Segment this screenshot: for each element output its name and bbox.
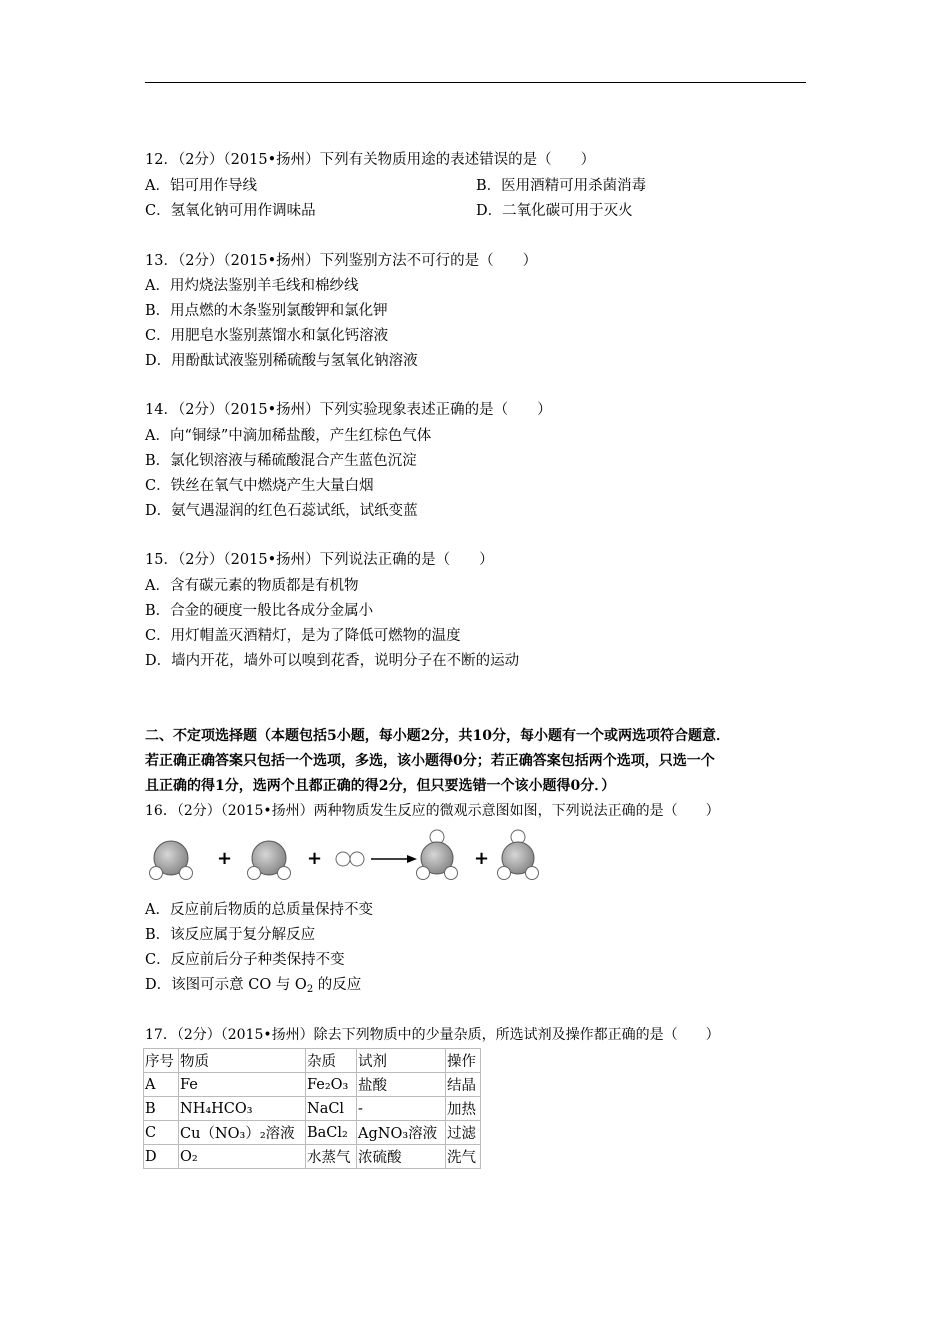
section2-line1: 二、不定项选择题（本题包括5小题，每小题2分，共10分，每小题有一个或两选项符合题意． <box>145 728 730 744</box>
table-cell: 过滤 <box>446 1121 481 1145</box>
q16-option-a: A．反应前后物质的总质量保持不变 <box>145 902 373 918</box>
q14-option-a: A．向“铜绿”中滴加稀盐酸，产生红棕色气体 <box>145 428 432 444</box>
section2-line2: 若正确正确答案只包括一个选项，多选，该小题得0分；若正确答案包括两个选项，只选一个 <box>145 753 715 769</box>
table-header-cell: 杂质 <box>306 1049 357 1073</box>
q12-option-d: D．二氧化碳可用于灭火 <box>476 203 633 219</box>
section2-line3: 且正确的得1分，选两个且都正确的得2分，但只要选错一个该小题得0分．） <box>145 778 616 794</box>
q16-option-d-text: D．该图可示意 CO 与 O <box>145 977 307 993</box>
molecule-1 <box>150 841 193 880</box>
molecule-2 <box>248 841 291 880</box>
table-header-cell: 序号 <box>144 1049 179 1073</box>
q16-option-d-tail: 的反应 <box>313 977 362 993</box>
q16-stem: 16．（2分）（2015•扬州）两种物质发生反应的微观示意图如图，下列说法正确的是（ ） <box>145 803 720 819</box>
q15-option-a: A．含有碳元素的物质都是有机物 <box>145 578 359 594</box>
table-cell: 结晶 <box>446 1073 481 1097</box>
table-cell: 浓硫酸 <box>357 1145 446 1169</box>
table-row <box>144 1121 481 1145</box>
table-row <box>144 1145 481 1169</box>
reaction-arrow-icon <box>371 855 417 863</box>
table-cell: D <box>144 1145 179 1169</box>
reaction-diagram <box>143 828 545 890</box>
q12-option-a: A．铝可用作导线 <box>145 178 257 194</box>
q14-stem: 14．（2分）（2015•扬州）下列实验现象表述正确的是（ ） <box>145 402 552 418</box>
table-cell: NaCl <box>306 1097 357 1121</box>
table-cell: O₂ <box>179 1145 306 1169</box>
table-header-cell: 操作 <box>446 1049 481 1073</box>
q12-stem: 12．（2分）（2015•扬州）下列有关物质用途的表述错误的是（ ） <box>145 152 596 168</box>
q16-option-d <box>145 975 361 995</box>
q14-option-b: B．氯化钡溶液与稀硫酸混合产生蓝色沉淀 <box>145 453 417 469</box>
table-cell: 加热 <box>446 1097 481 1121</box>
q15-option-d: D．墙内开花，墙外可以嗅到花香，说明分子在不断的运动 <box>145 653 520 669</box>
q14-option-c: C．铁丝在氧气中燃烧产生大量白烟 <box>145 478 374 494</box>
table-cell: A <box>144 1073 179 1097</box>
table-row <box>144 1097 481 1121</box>
q17-stem: 17．（2分）（2015•扬州）除去下列物质中的少量杂质，所选试剂及操作都正确的是（ ） <box>145 1027 720 1043</box>
q15-option-c: C．用灯帽盖灭酒精灯，是为了降低可燃物的温度 <box>145 628 461 644</box>
table-cell: NH₄HCO₃ <box>179 1097 306 1121</box>
table-cell: Cu（NO₃）₂溶液 <box>179 1121 306 1145</box>
table-row <box>144 1073 481 1097</box>
molecule-3 <box>336 852 364 866</box>
q14-option-d: D．氨气遇湿润的红色石蕊试纸，试纸变蓝 <box>145 503 418 519</box>
q15-option-b: B．合金的硬度一般比各成分金属小 <box>145 603 374 619</box>
q13-option-c: C．用肥皂水鉴别蒸馏水和氯化钙溶液 <box>145 328 389 344</box>
table-cell: Fe <box>179 1073 306 1097</box>
q13-option-a: A．用灼烧法鉴别羊毛线和棉纱线 <box>145 278 359 294</box>
table-cell: C <box>144 1121 179 1145</box>
plus-sign-3: + <box>474 848 490 869</box>
q12-option-c: C．氢氧化钠可用作调味品 <box>145 203 316 219</box>
q13-option-d: D．用酚酞试液鉴别稀硫酸与氢氧化钠溶液 <box>145 353 418 369</box>
q13-stem: 13．（2分）（2015•扬州）下列鉴别方法不可行的是（ ） <box>145 253 538 269</box>
header-rule <box>145 82 806 83</box>
q16-option-b: B．该反应属于复分解反应 <box>145 927 316 943</box>
q17-table <box>143 1048 481 1169</box>
product-molecule-1 <box>417 830 458 880</box>
plus-sign-2: + <box>307 848 323 869</box>
table-header-cell: 物质 <box>179 1049 306 1073</box>
table-cell: 盐酸 <box>357 1073 446 1097</box>
product-molecule-2 <box>498 830 539 880</box>
q12-option-b: B．医用酒精可用杀菌消毒 <box>476 178 647 194</box>
table-cell: BaCl₂ <box>306 1121 357 1145</box>
table-header-row <box>144 1049 481 1073</box>
q16-option-c: C．反应前后分子种类保持不变 <box>145 952 345 968</box>
table-cell: 水蒸气 <box>306 1145 357 1169</box>
table-cell: B <box>144 1097 179 1121</box>
plus-sign-1: + <box>217 848 233 869</box>
q13-option-b: B．用点燃的木条鉴别氯酸钾和氯化钾 <box>145 303 388 319</box>
table-cell: AgNO₃溶液 <box>357 1121 446 1145</box>
q15-stem: 15．（2分）（2015•扬州）下列说法正确的是（ ） <box>145 552 494 568</box>
table-header-cell: 试剂 <box>357 1049 446 1073</box>
table-cell: Fe₂O₃ <box>306 1073 357 1097</box>
table-cell: 洗气 <box>446 1145 481 1169</box>
q16-option-d-subscript: 2 <box>306 984 314 995</box>
table-cell: - <box>357 1097 446 1121</box>
